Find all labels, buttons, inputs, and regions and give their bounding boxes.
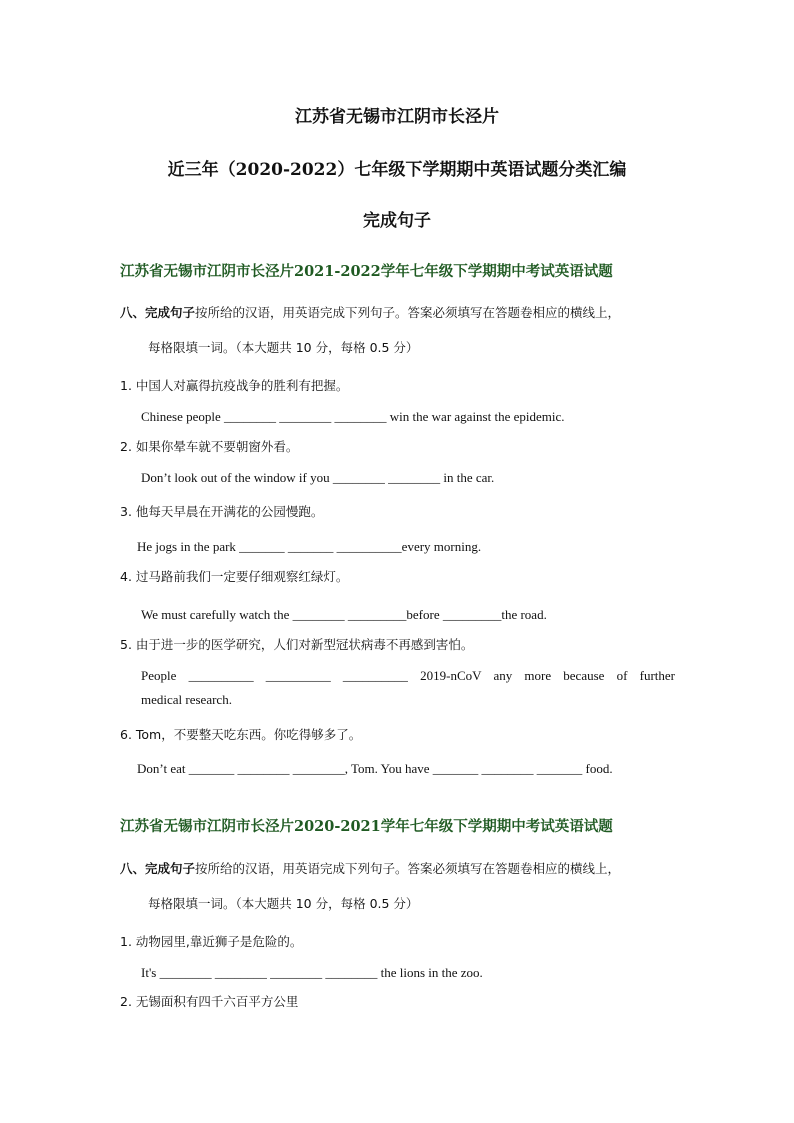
answer-sentence: We must carefully watch the ________ _________before _________the road. — [141, 607, 547, 622]
question-prompt: 2. 如果你晕车就不要朝窗外看。 — [120, 439, 299, 454]
section-heading: 江苏省无锡市江阴市长泾片2021-2022学年七年级下学期期中考试英语试题 — [120, 263, 613, 280]
question-prompt: 2. 无锡面积有四千六百平方公里 — [120, 994, 299, 1009]
question-prompt: 6. Tom，不要整天吃东西。你吃得够多了。 — [120, 727, 362, 742]
instruction — [120, 859, 620, 877]
answer-sentence: People __________ __________ __________ 2019-nCoV any more because of further — [141, 668, 675, 683]
instruction-label: 八、完成句子 — [120, 305, 196, 320]
instruction-text: 按所给的汉语，用英语完成下列句子。答案必须填写在答题卷相应的横线上， — [195, 861, 621, 876]
question-prompt: 5. 由于进一步的医学研究，人们对新型冠状病毒不再感到害怕。 — [120, 637, 474, 652]
question-prompt: 4. 过马路前我们一定要仔细观察红绿灯。 — [120, 569, 349, 584]
section-heading: 江苏省无锡市江阴市长泾片2020-2021学年七年级下学期期中考试英语试题 — [120, 818, 613, 835]
answer-sentence: Don’t eat _______ ________ ________, Tom. You have _______ ________ _______ food. — [137, 761, 613, 776]
instruction-scoring: 每格限填一词。（本大题共 10 分，每格 0.5 分） — [148, 340, 419, 355]
doc-title-region: 江苏省无锡市江阴市长泾片 — [295, 107, 499, 127]
instruction-scoring: 每格限填一词。（本大题共 10 分，每格 0.5 分） — [148, 896, 419, 911]
answer-sentence-continued: medical research. — [141, 692, 232, 707]
question-prompt: 3. 他每天早晨在开满花的公园慢跑。 — [120, 504, 324, 519]
instruction-text: 按所给的汉语，用英语完成下列句子。答案必须填写在答题卷相应的横线上， — [195, 305, 621, 320]
doc-title-main: 近三年（2020-2022）七年级下学期期中英语试题分类汇编 — [167, 160, 627, 180]
question-prompt: 1. 动物园里,靠近狮子是危险的。 — [120, 934, 303, 949]
instruction — [120, 303, 620, 321]
instruction-label: 八、完成句子 — [120, 861, 196, 876]
answer-sentence: Chinese people ________ ________ ________ win the war against the epidemic. — [141, 409, 565, 424]
answer-sentence: It's ________ ________ ________ ________ the lions in the zoo. — [141, 965, 483, 980]
question-prompt: 1. 中国人对赢得抗疫战争的胜利有把握。 — [120, 378, 349, 393]
answer-sentence: Don’t look out of the window if you ________ ________ in the car. — [141, 470, 495, 485]
answer-sentence: He jogs in the park _______ _______ __________every morning. — [137, 539, 482, 554]
doc-title-topic: 完成句子 — [363, 211, 431, 231]
